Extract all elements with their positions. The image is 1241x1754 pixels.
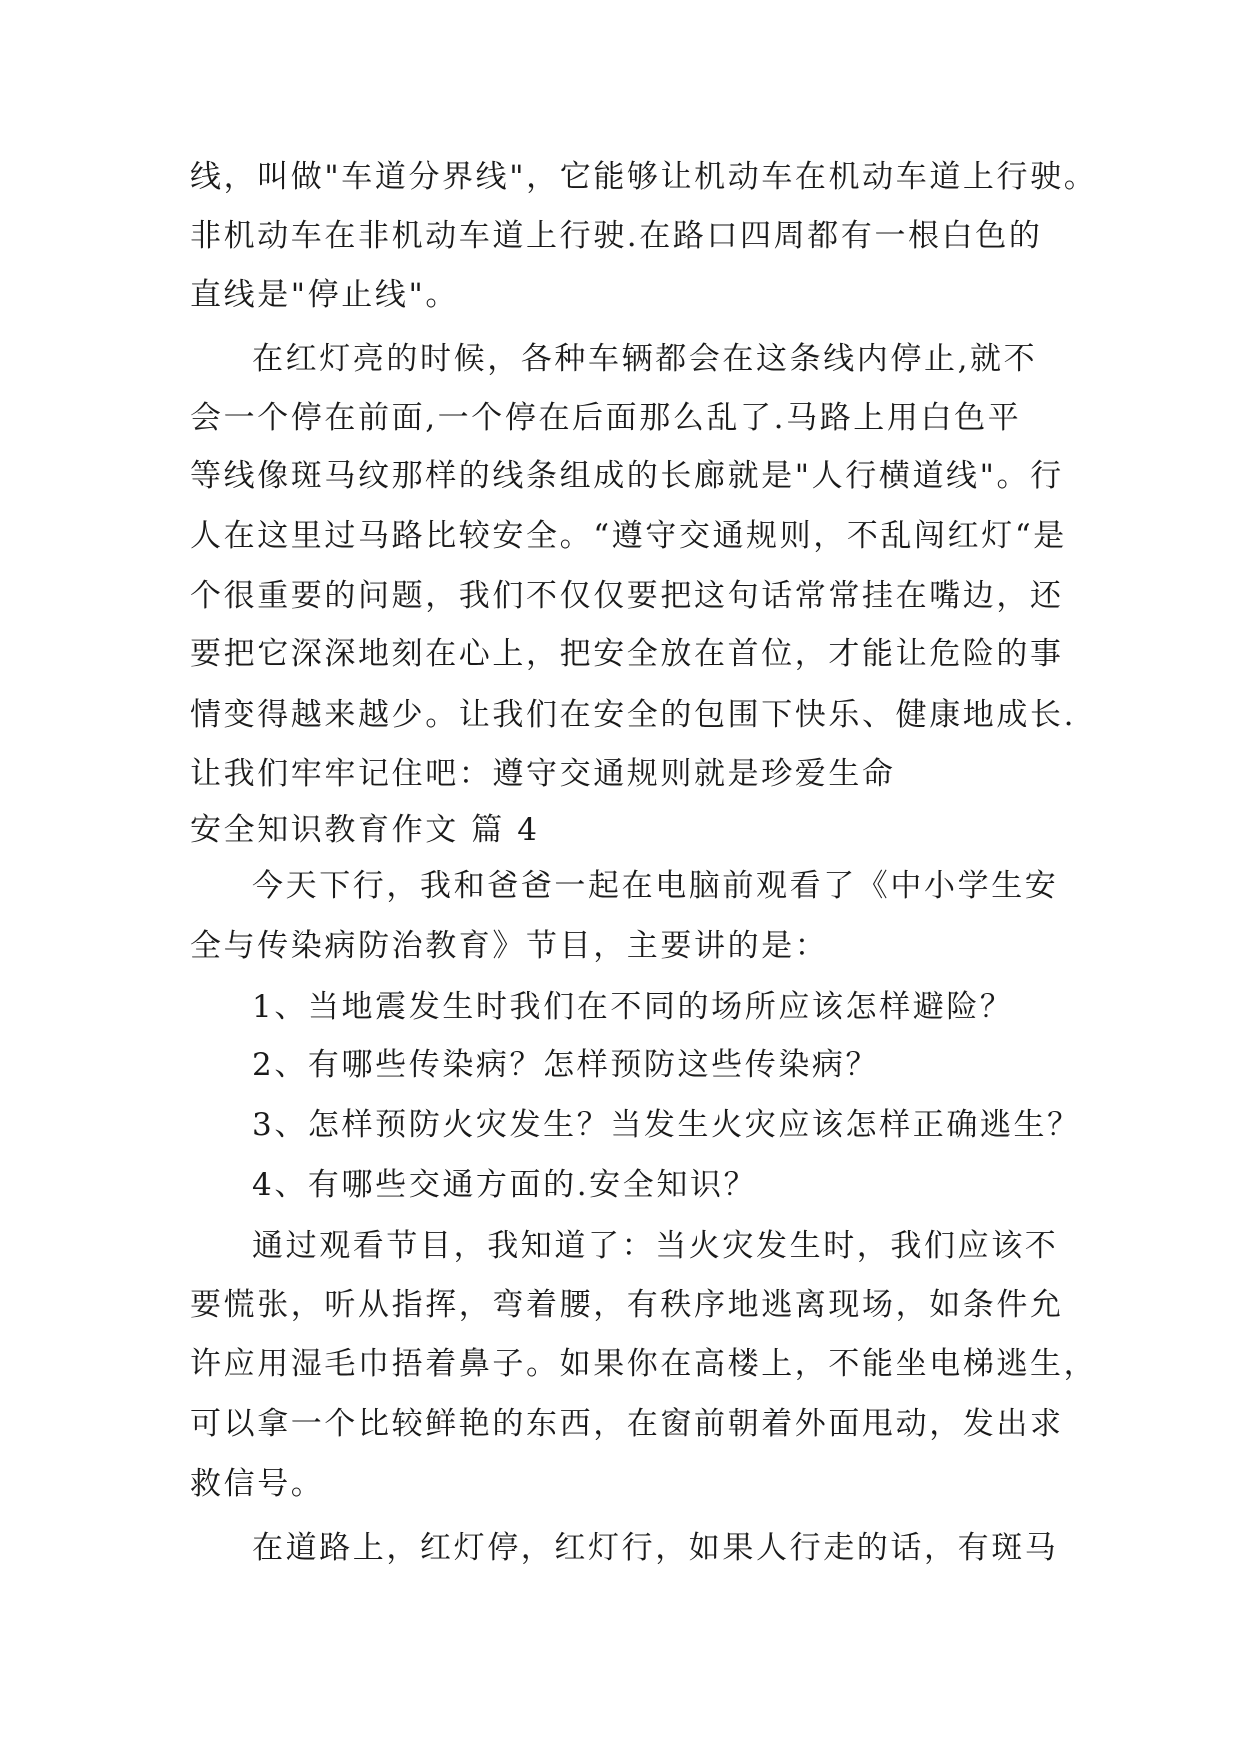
text-line: 会一个停在前面,一个停在后面那么乱了.马路上用白色平 [190,400,1022,436]
list-item: 2、有哪些传染病？怎样预防这些传染病？ [252,1047,880,1083]
paragraph-start-line: 在红灯亮的时候，各种车辆都会在这条线内停止,就不 [252,341,1038,377]
text-line: 全与传染病防治教育》节目，主要讲的是： [190,928,829,964]
text-line: 可以拿一个比较鲜艳的东西，在窗前朝着外面甩动，发出求 [190,1406,1064,1442]
section-heading: 安全知识教育作文 篇 4 [190,812,540,848]
paragraph-start-line: 今天下行，我和爸爸一起在电脑前观看了《中小学生安 [252,868,1059,904]
list-item: 4、有哪些交通方面的.安全知识？ [252,1167,758,1203]
text-line: 非机动车在非机动车道上行驶.在路口四周都有一根白色的 [190,218,1043,254]
text-line: 要把它深深地刻在心上，把安全放在首位，才能让危险的事 [190,636,1064,672]
paragraph-start-line: 通过观看节目，我知道了：当火灾发生时，我们应该不 [252,1228,1059,1264]
paragraph-start-line: 在道路上，红灯停，红灯行，如果人行走的话，有斑马 [252,1530,1059,1566]
text-line: 让我们牢牢记住吧：遵守交通规则就是珍爱生命 [190,756,896,792]
text-line: 等线像斑马纹那样的线条组成的长廊就是"人行横道线"。行 [190,458,1064,494]
list-item: 1、当地震发生时我们在不同的场所应该怎样避险？ [252,989,1014,1025]
text-line: 要慌张，听从指挥，弯着腰，有秩序地逃离现场，如条件允 [190,1287,1064,1323]
text-line: 许应用湿毛巾捂着鼻子。如果你在高楼上，不能坐电梯逃生， [190,1346,1098,1382]
text-line: 个很重要的问题，我们不仅仅要把这句话常常挂在嘴边，还 [190,578,1064,614]
text-line: 救信号。 [190,1466,325,1502]
text-line: 线，叫做"车道分界线"，它能够让机动车在机动车道上行驶。 [190,159,1098,195]
text-line: 直线是"停止线"。 [190,277,459,313]
text-line: 人在这里过马路比较安全。“遵守交通规则，不乱闯红灯“是 [190,518,1067,554]
list-item: 3、怎样预防火灾发生？当发生火灾应该怎样正确逃生？ [252,1107,1081,1143]
text-line: 情变得越来越少。让我们在安全的包围下快乐、健康地成长. [190,697,1077,733]
